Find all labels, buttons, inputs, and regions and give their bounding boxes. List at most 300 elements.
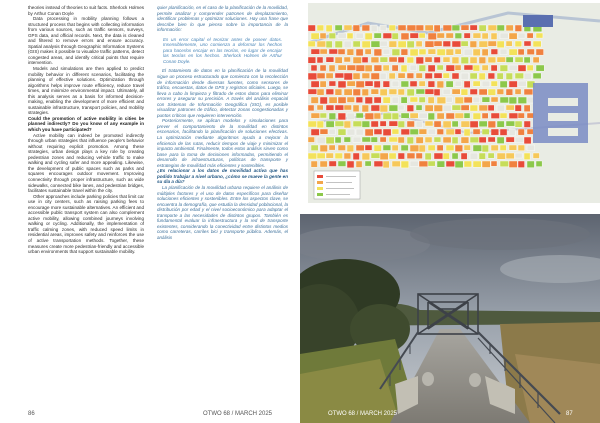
map-parcel (527, 49, 534, 55)
map-parcel (389, 25, 396, 31)
map-parcel (428, 129, 436, 135)
map-parcel (335, 25, 342, 31)
map-parcel (446, 113, 454, 119)
map-parcel (491, 129, 499, 135)
map-parcel (506, 89, 513, 95)
map-parcel (356, 129, 364, 135)
map-parcel (347, 65, 356, 70)
map-parcel (326, 73, 333, 78)
map-parcel (491, 145, 498, 151)
map-parcel (482, 33, 488, 39)
map-parcel (464, 65, 473, 70)
map-parcel (344, 25, 352, 30)
map-parcel (374, 81, 380, 88)
map-parcel (365, 97, 373, 104)
map-parcel (410, 97, 418, 102)
map-parcel (317, 57, 323, 63)
map-parcel (536, 161, 542, 167)
map-parcel (392, 97, 399, 103)
map-parcel (425, 105, 433, 111)
map-parcel (470, 121, 478, 128)
map-parcel (425, 57, 432, 62)
map-parcel (500, 81, 507, 88)
map-parcel (452, 73, 459, 79)
map-parcel (371, 89, 379, 94)
map-parcel (380, 41, 387, 46)
map-parcel (455, 49, 461, 54)
map-parcel (380, 121, 386, 126)
map-parcel (335, 57, 342, 63)
map-parcel (410, 33, 418, 38)
map-parcel (434, 105, 443, 111)
map-parcel (488, 41, 496, 46)
map-parcel (392, 161, 400, 167)
map-parcel (533, 153, 539, 158)
map-parcel (380, 137, 386, 142)
map-parcel (455, 97, 464, 104)
map-parcel (479, 153, 486, 159)
map-parcel (506, 153, 514, 159)
map-parcel (311, 161, 317, 167)
map-parcel (470, 25, 477, 30)
map-parcel (374, 65, 382, 71)
map-parcel (464, 145, 470, 150)
map-parcel (470, 73, 477, 79)
map-parcel (470, 41, 477, 47)
bridge-photo-figure (300, 214, 600, 423)
map-parcel (407, 137, 414, 144)
map-parcel (416, 121, 423, 128)
map-parcel (383, 49, 390, 54)
map-parcel (338, 129, 346, 135)
map-parcel (398, 41, 406, 48)
map-parcel (446, 65, 455, 71)
map-parcel (335, 89, 342, 95)
map-parcel (344, 89, 352, 95)
body-paragraph: El tratamiento de datos en la planificación de la movilidad sigue un proceso estructurado que comienza con la recolección de información desde diversas fuentes, como sensores de tráfico, encuestas, datos de GPS y registros oficiales. Luego, se lleva a cabo la limpieza y filtrado de estos datos para eliminar errores y asegurar su precisión. A través del análisis espacial con Sistemas de Información Geográfica (SIG), es posible visualizar patrones de tráfico, detectar zonas congestionadas y puntos críticos que requieren intervención. (157, 68, 288, 118)
map-parcel (398, 57, 404, 63)
map-parcel (344, 41, 351, 48)
map-parcel (311, 49, 320, 54)
map-parcel (419, 33, 425, 38)
map-parcel (356, 97, 363, 103)
map-parcel (392, 65, 398, 71)
map-parcel (488, 137, 495, 142)
map-parcel (320, 113, 327, 118)
map-parcel (491, 113, 500, 119)
map-parcel (434, 89, 440, 96)
map-parcel (482, 113, 488, 119)
map-parcel (506, 25, 513, 31)
map-parcel (401, 161, 409, 168)
map-parcel (347, 81, 355, 86)
map-parcel (488, 105, 494, 111)
map-parcel (392, 145, 398, 151)
map-parcel (500, 65, 508, 71)
map-parcel (479, 105, 488, 111)
map-parcel (434, 41, 442, 46)
map-parcel (317, 105, 323, 110)
map-parcel (374, 113, 381, 119)
map-parcel (479, 73, 485, 80)
map-parcel (308, 137, 315, 142)
map-parcel (416, 137, 423, 143)
map-parcel (317, 121, 324, 128)
map-parcel (401, 129, 410, 135)
map-parcel (335, 137, 341, 143)
map-parcel (452, 57, 459, 64)
map-parcel (389, 121, 398, 126)
map-parcel (536, 33, 543, 38)
map-parcel (419, 97, 425, 103)
map-parcel (371, 25, 377, 32)
map-parcel (362, 137, 371, 142)
map-parcel (437, 33, 444, 38)
map-parcel (353, 121, 362, 127)
map-parcel (518, 97, 527, 104)
map-parcel (446, 145, 454, 151)
map-parcel (425, 25, 433, 31)
map-parcel (515, 137, 524, 143)
map-parcel (353, 105, 359, 112)
interview-question: Could the promotion of active mobility in cities be planned indirectly? Do you know of any example in which you have participated? (28, 115, 144, 133)
map-parcel (518, 33, 525, 38)
map-parcel (470, 137, 479, 143)
map-parcel (338, 65, 346, 70)
map-parcel (455, 145, 463, 152)
map-parcel (527, 65, 533, 71)
map-parcel (338, 33, 346, 39)
left-page-number: 86 (28, 411, 35, 417)
map-parcel (365, 113, 374, 120)
map-parcel (527, 161, 534, 168)
map-parcel (362, 57, 368, 63)
map-parcel (491, 33, 497, 40)
map-parcel (371, 153, 380, 158)
map-parcel (320, 97, 327, 104)
map-parcel (308, 89, 317, 94)
map-parcel (317, 25, 324, 31)
map-parcel (410, 145, 419, 152)
map-parcel (347, 49, 354, 55)
map-parcel (488, 57, 496, 63)
map-parcel (335, 153, 343, 159)
map-parcel (320, 33, 326, 39)
map-parcel (356, 145, 364, 151)
map-parcel (365, 81, 373, 86)
map-parcel (473, 49, 480, 56)
map-parcel (383, 113, 392, 119)
map-parcel (419, 65, 426, 71)
map-parcel (353, 73, 360, 79)
map-parcel (473, 129, 480, 134)
map-parcel (488, 73, 495, 79)
map-parcel (398, 89, 405, 95)
map-parcel (455, 33, 462, 39)
map-parcel (482, 65, 488, 71)
map-parcel (419, 49, 426, 55)
map-parcel (380, 73, 386, 80)
map-parcel (398, 105, 404, 110)
right-page-number: 87 (566, 411, 573, 417)
map-parcel (371, 137, 378, 142)
map-parcel (410, 113, 418, 118)
map-parcel (389, 57, 397, 62)
map-parcel (425, 153, 431, 160)
map-parcel (353, 137, 361, 142)
map-parcel (443, 105, 451, 111)
map-parcel (365, 161, 371, 166)
map-parcel (329, 145, 335, 150)
map-parcel (335, 105, 344, 110)
map-parcel (371, 41, 380, 47)
map-parcel (344, 57, 351, 62)
map-parcel (344, 153, 351, 159)
map-parcel (473, 161, 481, 167)
map-parcel (347, 145, 354, 152)
map-parcel (455, 113, 464, 118)
map-parcel (509, 161, 517, 168)
map-parcel (473, 81, 480, 86)
map-parcel (437, 161, 445, 167)
map-parcel (425, 137, 432, 143)
map-parcel (434, 121, 441, 127)
map-parcel (473, 145, 482, 151)
map-parcel (443, 41, 451, 47)
map-parcel (443, 73, 449, 78)
map-parcel (308, 41, 315, 47)
map-parcel (461, 57, 469, 64)
map-parcel (392, 113, 399, 120)
body-paragraph: quier planificación, en el caso de la planificación de la movilidad, permite analizar y comprender patrones de desplazamiento, identificar problemas y optimizar soluciones. Hay una frase que describe bien lo que pienso sobre la importancia de la información: (157, 5, 288, 33)
map-parcel (479, 25, 486, 31)
map-parcel (443, 57, 450, 62)
map-parcel (335, 41, 342, 48)
map-parcel (527, 129, 533, 134)
map-parcel (455, 129, 461, 134)
map-parcel (470, 89, 477, 95)
map-parcel (518, 145, 525, 151)
map-parcel (452, 89, 460, 94)
map-parcel (401, 49, 408, 55)
map-parcel (515, 25, 522, 31)
map-parcel (362, 153, 370, 160)
map-parcel (434, 57, 440, 63)
body-paragraph: Models and simulations are then applied to predict mobility behavior in different scenarios, facilitating the planning of effective solutions. Optimization through algorithms helps improve route efficiency, reduce travel times, and minimize environmental impact. Ultimately, all this analysis serves as a basis for informed decision-making, enabling the development of more efficient and sustainable infrastructure, transport policies, and mobility strategies. (28, 66, 144, 116)
map-parcel (371, 121, 378, 127)
map-parcel (326, 153, 333, 158)
map-parcel (407, 41, 414, 48)
map-parcel (311, 145, 318, 151)
map-parcel (344, 105, 352, 110)
map-parcel (518, 81, 526, 87)
map-parcel (401, 81, 409, 87)
map-parcel (371, 57, 379, 63)
map-parcel (338, 161, 346, 166)
map-parcel (491, 81, 498, 86)
map-parcel (500, 145, 506, 151)
map-parcel (470, 153, 478, 159)
map-parcel (461, 89, 468, 95)
map-parcel (437, 129, 444, 135)
map-parcel (491, 97, 498, 102)
map-parcel (398, 137, 404, 143)
map-parcel (482, 81, 490, 87)
map-parcel (515, 153, 522, 158)
map-parcel (416, 25, 424, 31)
map-parcel (389, 41, 397, 47)
map-parcel (464, 49, 473, 56)
map-parcel (470, 57, 477, 63)
map-parcel (329, 65, 335, 72)
map-parcel (434, 153, 443, 159)
map-parcel (356, 161, 362, 167)
map-parcel (329, 97, 337, 103)
map-parcel (425, 121, 433, 126)
map-parcel (524, 89, 533, 95)
map-parcel (416, 41, 422, 47)
map-parcel (497, 73, 503, 79)
map-parcel (374, 97, 381, 103)
map-parcel (461, 121, 470, 127)
map-parcel (509, 113, 518, 119)
map-parcel (416, 105, 422, 110)
map-parcel (347, 33, 353, 39)
map-parcel (446, 161, 455, 167)
map-parcel (434, 73, 442, 78)
map-parcel (362, 41, 370, 48)
map-parcel (464, 81, 470, 88)
map-parcel (491, 65, 497, 71)
map-parcel (371, 105, 380, 111)
map-parcel (383, 81, 390, 87)
map-parcel (410, 81, 417, 87)
map-parcel (497, 137, 504, 144)
map-parcel (374, 33, 381, 38)
map-parcel (407, 121, 414, 127)
map-parcel (311, 113, 320, 118)
map-parcel (365, 145, 372, 150)
map-parcel (479, 137, 486, 143)
map-parcel (389, 137, 398, 142)
map-parcel (389, 105, 398, 111)
map-parcel (464, 113, 470, 118)
map-parcel (383, 33, 392, 39)
map-parcel (479, 57, 486, 64)
map-parcel (374, 161, 383, 167)
map-parcel (455, 65, 461, 70)
map-parcel (416, 153, 422, 159)
map-parcel (536, 49, 544, 55)
map-parcel (425, 41, 434, 47)
map-parcel (428, 97, 434, 103)
map-parcel (329, 129, 335, 135)
map-parcel (398, 73, 405, 78)
map-parcel (311, 33, 319, 39)
map-parcel (383, 161, 389, 168)
map-parcel (497, 89, 504, 94)
map-parcel (497, 57, 506, 62)
map-parcel (419, 129, 427, 134)
map-parcel (353, 57, 362, 64)
map-parcel (470, 105, 478, 111)
map-parcel (389, 89, 397, 95)
map-parcel (500, 97, 509, 103)
english-text-column (28, 5, 144, 255)
map-parcel (518, 161, 525, 168)
map-parcel (437, 97, 446, 104)
map-parcel (308, 25, 315, 31)
map-parcel (326, 137, 334, 144)
pull-quote: Es un error capital el teorizar antes de poseer datos. Insensiblemente, uno comienza a deformar los hechos para hacerlos encajar en las teorías, en lugar de encajar las teorías en los hechos. Sherlock Holmes de Arthur Conan Doyle. (163, 36, 282, 64)
map-parcel (416, 57, 424, 64)
map-parcel (407, 73, 414, 78)
map-parcel (353, 89, 361, 96)
map-parcel (497, 41, 504, 48)
map-parcel (482, 129, 489, 135)
map-parcel (398, 121, 405, 128)
map-parcel (338, 81, 346, 88)
map-parcel (464, 129, 470, 136)
map-parcel (524, 105, 530, 112)
map-parcel (317, 41, 326, 47)
map-parcel (407, 57, 414, 63)
map-parcel (410, 65, 417, 70)
map-parcel (338, 49, 345, 54)
map-parcel (452, 137, 458, 144)
map-parcel (311, 129, 319, 135)
map-parcel (374, 129, 382, 135)
map-parcel (437, 65, 443, 70)
map-parcel (527, 145, 535, 151)
map-parcel (320, 145, 328, 152)
map-parcel (524, 57, 530, 63)
map-parcel (374, 49, 382, 56)
map-parcel (362, 73, 370, 79)
map-parcel (437, 113, 444, 119)
map-parcel (308, 121, 317, 127)
map-parcel (383, 129, 391, 136)
map-parcel (410, 161, 418, 166)
map-parcel (452, 41, 461, 47)
map-parcel (497, 121, 504, 127)
map-parcel (506, 121, 515, 126)
map-parcel (455, 161, 463, 168)
map-parcel (344, 73, 352, 80)
map-parcel (473, 65, 480, 71)
city-map-figure (308, 3, 600, 203)
map-parcel (506, 105, 514, 110)
map-parcel (515, 41, 522, 47)
map-parcel (443, 153, 449, 159)
map-parcel (320, 81, 326, 87)
map-parcel (464, 97, 472, 103)
map-parcel (353, 153, 359, 160)
map-parcel (329, 33, 336, 39)
map-parcel (419, 161, 428, 167)
map-parcel (509, 65, 518, 71)
body-paragraph: Other approaches include parking policies that limit car use in city centers, such as raising parking fees to encourage more sustainable alternatives. An efficient and accessible public transport system can also complement active mobility, allowing combined journeys involving walking or cycling. Additionally, the implementation of traffic calming zones, with reduced speed limits in residential areas, improves safety and reinforces the use of active transportation methods. Together, these measures create more pedestrian-friendly and accessible urban environments that support sustainable mobility. (28, 193, 144, 255)
body-paragraph: La planificación de la movilidad urbana requiere el análisis de múltiples factores y el uso de datos específicos para diseñar soluciones eficientes y sostenibles. Entre los aspectos clave, se encuentra la demografía, que estudia la densidad poblacional, la distribución por edad y el nivel socioeconómico para adaptar el transporte a las necesidades de distintos grupos. También es fundamental evaluar la infraestructura y la red de transporte existentes, considerando la conectividad entre distintos medios como carreteras, carriles bici y transporte público. Además, el análisis (157, 184, 288, 240)
map-parcel (500, 161, 509, 167)
map-parcel (518, 129, 524, 135)
map-parcel (311, 65, 317, 71)
map-parcel (524, 137, 531, 144)
body-paragraph: Data processing in mobility planning follows a structured process that begins with collecting information from various sources, such as traffic sensors, surveys, GPS data, and official records. Next, the data is cleaned and filtered to remove errors and ensure accuracy. Spatial analysis through Geographic Information Systems (GIS) makes it possible to visualize traffic patterns, detect congested areas, and identify critical points that require intervention. (28, 16, 144, 66)
map-parcel (329, 81, 336, 86)
map-parcel (428, 113, 435, 120)
map-parcel (416, 73, 422, 78)
